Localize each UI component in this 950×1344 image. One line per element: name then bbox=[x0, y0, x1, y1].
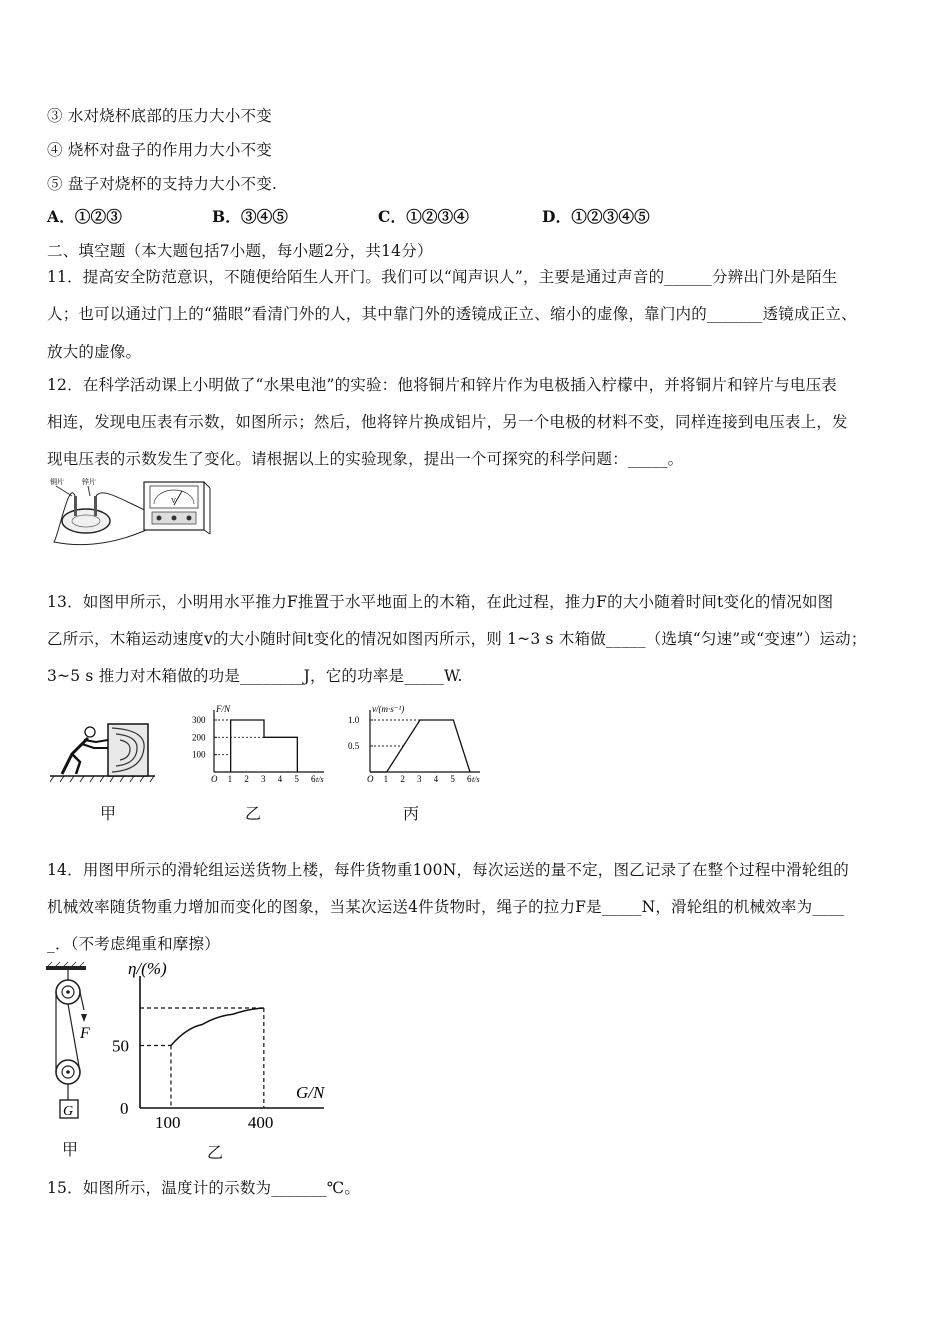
case-edge bbox=[204, 482, 210, 488]
velocity-time-chart bbox=[340, 700, 480, 788]
x-tick-label: 3 bbox=[261, 774, 266, 784]
pulley-figure bbox=[40, 962, 100, 1162]
lemon bbox=[62, 509, 110, 533]
person-arm bbox=[84, 740, 108, 742]
q11-line-3: 放大的虚像。 bbox=[47, 343, 142, 361]
q14-line-3: _．（不考虑绳重和摩擦） bbox=[47, 935, 220, 953]
x-axis-label: t/s bbox=[316, 775, 324, 784]
pointer-line bbox=[88, 486, 90, 496]
q12-line-3: 现电压表的示数发生了变化。请根据以上的实验现象，提出一个可探究的科学问题：_____。 bbox=[47, 450, 684, 468]
x-tick-label: 1 bbox=[227, 774, 233, 784]
ground-hatch bbox=[50, 776, 154, 782]
q13-line-3: 3~5 s 推力对木箱做的功是________J，它的功率是_____W. bbox=[47, 667, 463, 685]
y-axis-label: v/(m·s⁻¹) bbox=[372, 704, 405, 714]
voltmeter-symbol: V bbox=[171, 497, 177, 505]
terminal bbox=[157, 516, 162, 521]
q14-line-2: 机械效率随货物重力增加而变化的图象，当某次运送4件货物时，绳子的拉力F是_____N，滑轮组的机械效率为____ bbox=[47, 898, 845, 916]
option-item-4: ④ 烧杯对盘子的作用力大小不变 bbox=[47, 141, 272, 159]
x-tick-label: 1 bbox=[383, 774, 389, 784]
x-tick-label: 3 bbox=[417, 774, 422, 784]
q11-line-2: 人；也可以通过门上的“猫眼”看清门外的人，其中靠门外的透镜成正立、缩小的虚像，靠门内的_______透镜成正立、 bbox=[47, 305, 857, 323]
x-tick-label: 2 bbox=[400, 774, 405, 784]
section-title: 二、填空题（本大题包括7小题，每小题2分，共14分） bbox=[47, 242, 433, 260]
q12-line-1: 12．在科学活动课上小明做了“水果电池”的实验：他将铜片和锌片作为电极插入柠檬中，并将铜片和锌片与电压表 bbox=[47, 376, 837, 394]
option-item-3: ③ 水对烧杯底部的压力大小不变 bbox=[47, 107, 272, 125]
series-line bbox=[231, 720, 298, 772]
choice-c: C．①②③④ bbox=[378, 207, 470, 226]
efficiency-chart bbox=[108, 958, 338, 1136]
x-tick-label: 6 bbox=[311, 774, 316, 784]
q13-line-2: 乙所示，木箱运动速度v的大小随时间t变化的情况如图丙所示，则 1~3 s 木箱做_____（选填“匀速”或“变速”）运动； bbox=[47, 630, 867, 648]
x-tick-label: 5 bbox=[294, 774, 299, 784]
y-tick-label: 100 bbox=[192, 749, 206, 760]
caption-jia-13: 甲 bbox=[100, 804, 117, 823]
choice-d: D．①②③④⑤ bbox=[542, 207, 650, 226]
x-axis-label: G/N bbox=[296, 1083, 325, 1102]
x-tick-label: 5 bbox=[450, 774, 455, 784]
q15-line-1: 15．如图所示，温度计的示数为_______℃。 bbox=[47, 1179, 361, 1197]
fruit-battery-figure bbox=[44, 474, 214, 554]
terminal bbox=[172, 516, 177, 521]
zinc-label: 锌片 bbox=[82, 478, 96, 486]
person-arm bbox=[82, 744, 108, 748]
caption-yi-13: 乙 bbox=[245, 804, 262, 823]
force-time-chart bbox=[184, 700, 324, 788]
copper-label: 铜片 bbox=[50, 478, 64, 486]
q12-line-2: 相连，发现电压表有示数，如图所示；然后，他将锌片换成铝片，另一个电极的材料不变，同样连接到电压表上，发 bbox=[47, 413, 848, 431]
q11-line-1: 11．提高安全防范意识，不随便给陌生人开门。我们可以“闻声识人”，主要是通过声音的______分辨出门外是陌生 bbox=[47, 268, 838, 286]
push-box-figure bbox=[50, 718, 160, 786]
option-item-5: ⑤ 盘子对烧杯的支持力大小不变. bbox=[47, 175, 278, 193]
force-arrow bbox=[81, 1014, 87, 1022]
y-axis-label: η/(%) bbox=[128, 959, 167, 978]
x-tick-label: 6 bbox=[467, 774, 472, 784]
x-tick-label: 4 bbox=[277, 774, 283, 784]
y-tick-label: 50 bbox=[112, 1036, 129, 1056]
x-tick-label: 4 bbox=[433, 774, 439, 784]
y-tick-label: 200 bbox=[192, 732, 206, 743]
x-tick-label: 2 bbox=[244, 774, 249, 784]
q13-line-1: 13．如图甲所示，小明用水平推力F推置于水平地面上的木箱，在此过程，推力F的大小随着时间t变化的情况如图 bbox=[47, 593, 834, 611]
x-tick-label: O bbox=[367, 774, 374, 784]
q14-line-1: 14．用图甲所示的滑轮组运送货物上楼，每件货物重100N，每次运送的量不定，图乙记录了在整个过程中滑轮组的 bbox=[47, 861, 849, 879]
y-tick-label: 0 bbox=[120, 1099, 129, 1118]
y-tick-label: 0.5 bbox=[348, 741, 360, 751]
terminal bbox=[187, 516, 192, 521]
choice-a: A．①②③ bbox=[47, 207, 123, 226]
x-axis-label: t/s bbox=[472, 775, 480, 784]
caption-jia-14: 甲 bbox=[62, 1140, 79, 1159]
choice-b: B．③④⑤ bbox=[212, 207, 289, 226]
caption-bing-13: 丙 bbox=[403, 804, 420, 823]
zinc-electrode bbox=[94, 496, 97, 516]
movable-pulley-axle bbox=[66, 1070, 70, 1074]
case-edge bbox=[204, 530, 210, 534]
person-head bbox=[85, 727, 95, 737]
x-tick-label: O bbox=[211, 774, 218, 784]
y-tick-label: 1.0 bbox=[348, 715, 360, 725]
ceiling-hatch bbox=[48, 962, 84, 966]
x-tick-label: 400 bbox=[247, 1113, 274, 1132]
fixed-pulley-axle bbox=[66, 990, 70, 994]
y-tick-label: 300 bbox=[192, 715, 206, 725]
series-line bbox=[370, 720, 470, 772]
x-tick-label: 100 bbox=[154, 1113, 181, 1132]
copper-electrode bbox=[74, 496, 77, 516]
y-axis-label: F/N bbox=[216, 704, 231, 714]
ceiling bbox=[46, 966, 86, 970]
efficiency-curve bbox=[171, 1008, 264, 1046]
caption-yi-14: 乙 bbox=[207, 1143, 224, 1162]
load-label: G bbox=[63, 1104, 74, 1119]
rope-free-end bbox=[80, 992, 84, 1010]
person-leg bbox=[72, 754, 80, 774]
force-label: F bbox=[80, 1025, 90, 1042]
